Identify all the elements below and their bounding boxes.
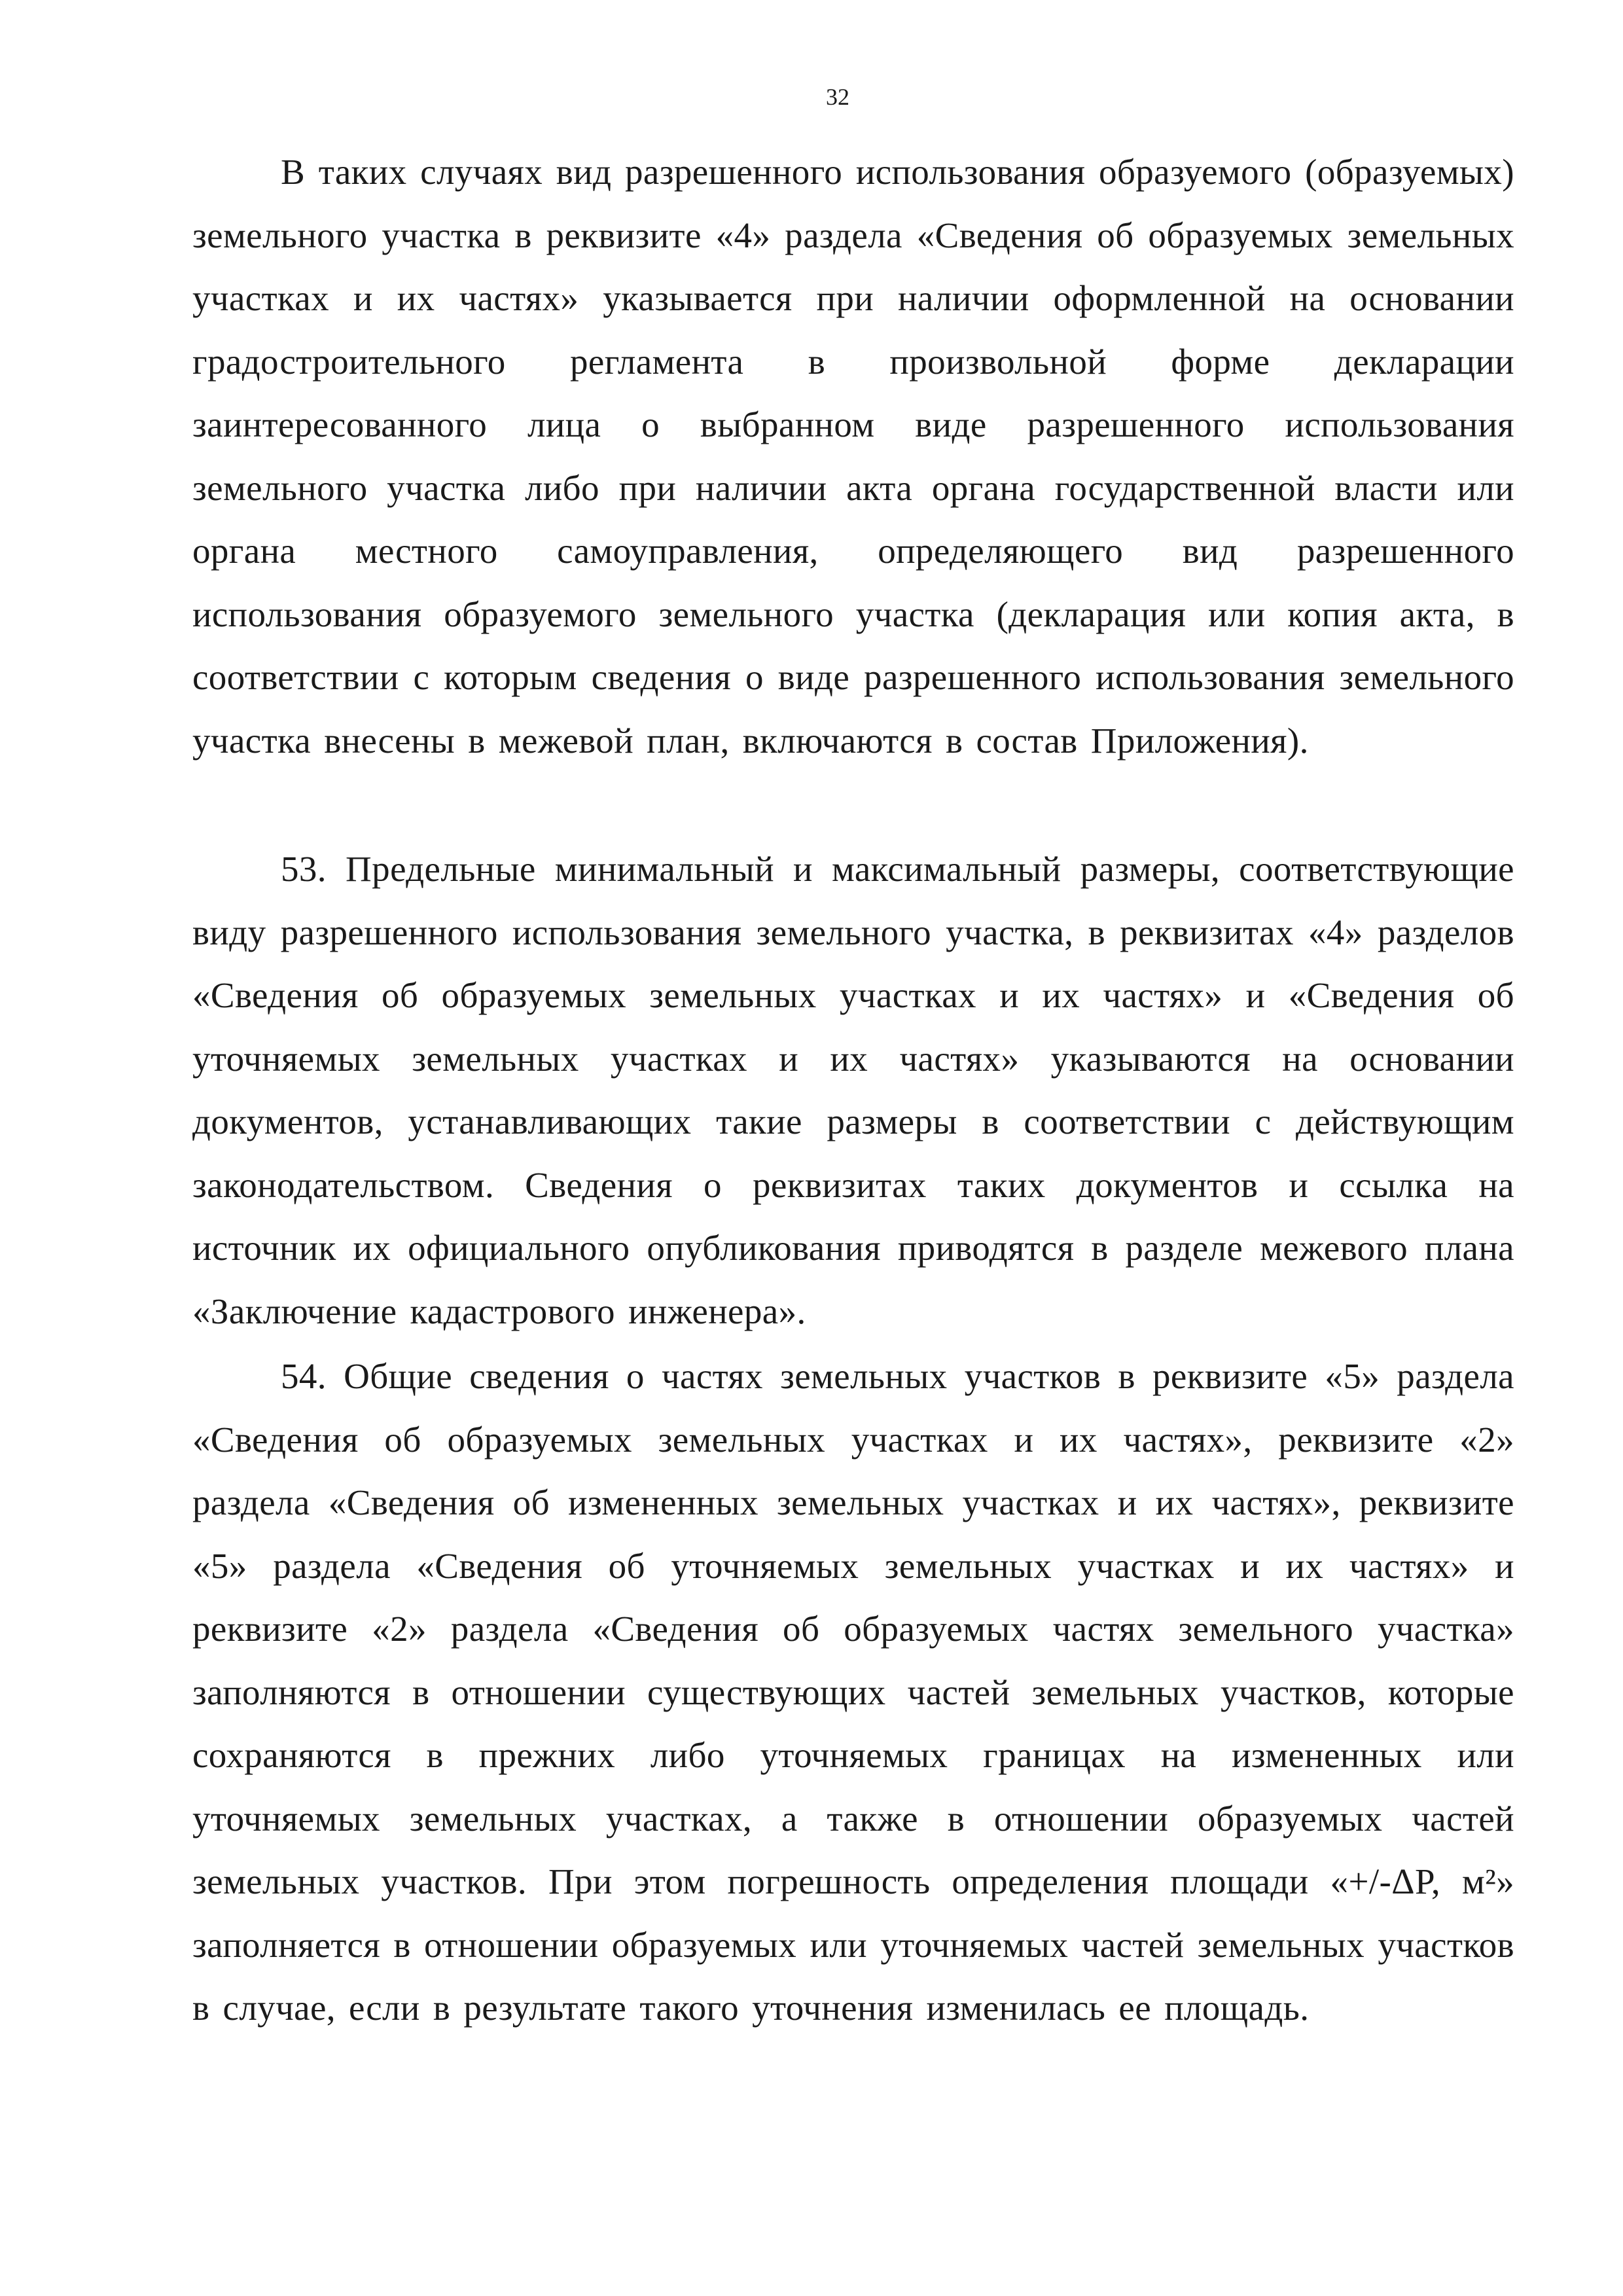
paragraph-text: В таких случаях вид разрешенного использования образуемого (образуемых) земельного участка в реквизите «4» раздела «Сведения об образуемых земельных участках и их частях» указывается при наличии оформленной на основании градостроительного регламента в произвольной форме декларации заинтересованного лица о выбранном виде разрешенного использования земельного участка либо при наличии акта органа государственной власти или органа местного самоуправления, определяющего вид разрешенного использования образуемого земельного участка (декларация или копия акта, в соответствии с которым сведения о виде разрешенного использования земельного участка внесены в межевой план, включаются в состав Приложения). <box>192 152 1514 761</box>
paragraph-53-size-limits <box>192 838 1514 1343</box>
paragraph-text: 54. Общие сведения о частях земельных участков в реквизите «5» раздела «Сведения об образуемых земельных участках и их частях», реквизите «2» раздела «Сведения об измененных земельных участках и их частях», реквизите «5» раздела «Сведения об уточняемых земельных участках и их частях» и реквизите «2» раздела «Сведения об образуемых частях земельного участка» заполняются в отношении существующих частей земельных участков, которые сохраняются в прежних либо уточняемых границах на измененных или уточняемых земельных участках, а также в отношении образуемых частей земельных участков. При этом погрешность определения площади «+/-ΔP, м²» заполняется в отношении образуемых или уточняемых частей земельных участков в случае, если в результате такого уточнения изменилась ее площадь. <box>192 1356 1514 2028</box>
paragraph-text: 53. Предельные минимальный и максимальный размеры, соответствующие виду разрешенного использования земельного участка, в реквизитах «4» разделов «Сведения об образуемых земельных участках и их частях» и «Сведения об уточняемых земельных участках и их частях» указываются на основании документов, устанавливающих такие размеры в соответствии с действующим законодательством. Сведения о реквизитах таких документов и ссылка на источник их официального опубликования приводятся в разделе межевого плана «Заключение кадастрового инженера». <box>192 849 1514 1331</box>
paragraph-visual-of-permitted-use <box>192 141 1514 772</box>
paragraph-54-parts-of-plots <box>192 1345 1514 2040</box>
page-number: 32 <box>826 84 849 110</box>
